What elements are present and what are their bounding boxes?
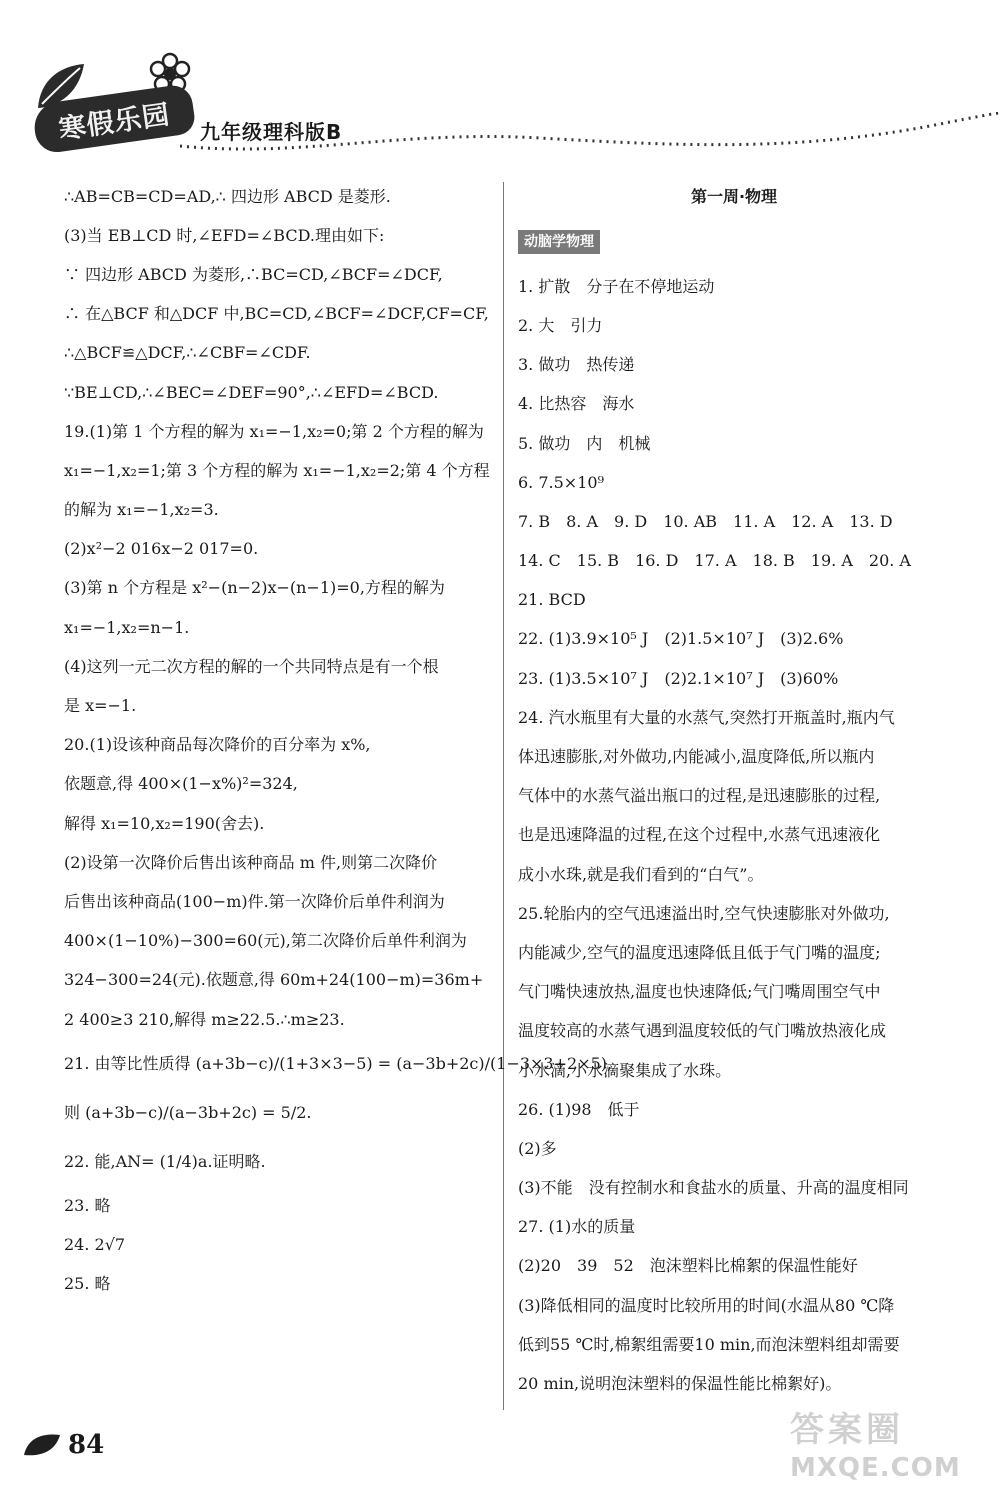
answer-line: ∴AB=CB=CD=AD,∴ 四边形 ABCD 是菱形. xyxy=(64,186,391,206)
section-title: 第一周·物理 xyxy=(690,186,778,206)
answer-line: 14. C 15. B 16. D 17. A 18. B 19. A 20. A xyxy=(518,551,911,571)
answer-line: (2)设第一次降价后售出该种商品 m 件,则第二次降价 xyxy=(64,852,438,872)
answer-line: 21. BCD xyxy=(518,590,586,610)
answer-line: 体迅速膨胀,对外做功,内能减小,温度降低,所以瓶内 xyxy=(518,747,875,767)
answer-line: 3. 做功 热传递 xyxy=(518,355,635,375)
answer-line: 的解为 x₁=−1,x₂=3. xyxy=(64,500,219,520)
answer-line: (2)多 xyxy=(518,1138,557,1158)
answer-line: 20 min,说明泡沫塑料的保温性能比棉絮好)。 xyxy=(518,1374,842,1394)
section-heading-row xyxy=(518,216,950,267)
answer-line: 7. B 8. A 9. D 10. AB 11. A 12. A 13. D xyxy=(518,511,893,531)
answer-line: ∴△BCF≌△DCF,∴∠CBF=∠CDF. xyxy=(64,343,311,363)
answer-line: 23. (1)3.5×10⁷ J (2)2.1×10⁷ J (3)60% xyxy=(518,668,839,688)
answer-line: ∵ 四边形 ABCD 为菱形,∴BC=CD,∠BCF=∠DCF, xyxy=(64,264,443,284)
leaf-icon xyxy=(22,1431,62,1459)
answer-line: 小水滴,小水滴聚集成了水珠。 xyxy=(518,1060,732,1080)
answer-line: (3)第 n 个方程是 x²−(n−2)x−(n−1)=0,方程的解为 xyxy=(64,578,445,598)
answer-line: 20.(1)设该种商品每次降价的百分率为 x%, xyxy=(64,735,371,755)
answer-line: 温度较高的水蒸气遇到温度较低的气门嘴放热液化成 xyxy=(518,1021,887,1041)
answer-line: 解得 x₁=10,x₂=190(舍去). xyxy=(64,813,265,833)
answer-line: 324−300=24(元).依题意,得 60m+24(100−m)=36m+ xyxy=(64,970,484,990)
answer-line: 25. 略 xyxy=(64,1274,111,1294)
answer-line: 24. 汽水瓶里有大量的水蒸气,突然打开瓶盖时,瓶内气 xyxy=(518,707,895,727)
watermark xyxy=(790,1402,990,1482)
answer-line: 5. 做功 内 机械 xyxy=(518,433,651,453)
answer-line: 是 x=−1. xyxy=(64,696,137,716)
answer-line: 依题意,得 400×(1−x%)²=324, xyxy=(64,774,298,794)
answer-line: 气体中的水蒸气溢出瓶口的过程,是迅速膨胀的过程, xyxy=(518,786,881,806)
answer-line: ∴ 在△BCF 和△DCF 中,BC=CD,∠BCF=∠DCF,CF=CF, xyxy=(64,304,489,324)
answer-line: 则 (a+3b−c)/(a−3b+2c) = 5/2. xyxy=(64,1102,312,1122)
watermark-title: 答案圈 xyxy=(790,1410,904,1450)
answer-line: 低到55 ℃时,棉絮组需要10 min,而泡沫塑料组却需要 xyxy=(518,1334,900,1354)
answer-line: x₁=−1,x₂=n−1. xyxy=(64,617,190,637)
answer-line: 400×(1−10%)−300=60(元),第二次降价后单件利润为 xyxy=(64,931,467,951)
page-footer xyxy=(22,1430,104,1460)
answer-line: 2 400≥3 210,解得 m≥22.5.∴m≥23. xyxy=(64,1009,345,1029)
answer-line: (3)降低相同的温度时比较所用的时间(水温从80 ℃降 xyxy=(518,1295,895,1315)
answer-line: 也是迅速降温的过程,在这个过程中,水蒸气迅速液化 xyxy=(518,825,881,845)
answer-line: ∵BE⊥CD,∴∠BEC=∠DEF=90°,∴∠EFD=∠BCD. xyxy=(64,382,439,402)
answer-line: 成小水珠,就是我们看到的“白气”。 xyxy=(518,864,764,884)
answer-line: 22. 能,AN= (1/4)a.证明略. xyxy=(64,1151,266,1171)
answer-line: 23. 略 xyxy=(64,1195,111,1215)
answer-line: (3)当 EB⊥CD 时,∠EFD=∠BCD.理由如下: xyxy=(64,225,385,245)
answer-line: 6. 7.5×10⁹ xyxy=(518,472,604,492)
answer-line: 25.轮胎内的空气迅速溢出时,空气快速膨胀对外做功, xyxy=(518,903,890,923)
answer-line: (2)x²−2 016x−2 017=0. xyxy=(64,539,259,559)
answer-line: 4. 比热容 海水 xyxy=(518,394,635,414)
edition-label: 九年级理科版B xyxy=(200,120,343,144)
column-divider xyxy=(503,182,504,1410)
answer-line: x₁=−1,x₂=1;第 3 个方程的解为 x₁=−1,x₂=2;第 4 个方程 xyxy=(64,460,490,480)
answer-line: 内能减少,空气的温度迅速降低且低于气门嘴的温度; xyxy=(518,942,881,962)
answer-line: 气门嘴快速放热,温度也快速降低;气门嘴周围空气中 xyxy=(518,982,881,1002)
answer-line: 26. (1)98 低于 xyxy=(518,1099,640,1119)
answer-line: 2. 大 引力 xyxy=(518,315,603,335)
watermark-url: MXQE.COM xyxy=(790,1453,961,1483)
answer-line: 1. 扩散 分子在不停地运动 xyxy=(518,276,715,296)
right-column xyxy=(518,177,950,1404)
answer-line: 19.(1)第 1 个方程的解为 x₁=−1,x₂=0;第 2 个方程的解为 xyxy=(64,421,484,441)
page-header xyxy=(0,0,1000,175)
answer-line: (4)这列一元二次方程的解的一个共同特点是有一个根 xyxy=(64,656,439,676)
page-number: 84 xyxy=(68,1430,105,1460)
section-badge: 动脑学物理 xyxy=(518,230,600,254)
answer-line: (2)20 39 52 泡沫塑料比棉絮的保温性能好 xyxy=(518,1256,858,1276)
answer-line: 27. (1)水的质量 xyxy=(518,1217,636,1237)
answer-line: (3)不能 没有控制水和食盐水的质量、升高的温度相同 xyxy=(518,1178,909,1198)
answer-line: 22. (1)3.9×10⁵ J (2)1.5×10⁷ J (3)2.6% xyxy=(518,629,844,649)
logo-text: 寒假乐园 xyxy=(56,98,173,146)
answer-line: 24. 2√7 xyxy=(64,1234,126,1254)
answer-line: 21. 由等比性质得 (a+3b−c)/(1+3×3−5) = (a−3b+2c)/(1−3×3+2×5), xyxy=(64,1053,613,1073)
answer-line: 后售出该种商品(100−m)件.第一次降价后单件利润为 xyxy=(64,891,445,911)
